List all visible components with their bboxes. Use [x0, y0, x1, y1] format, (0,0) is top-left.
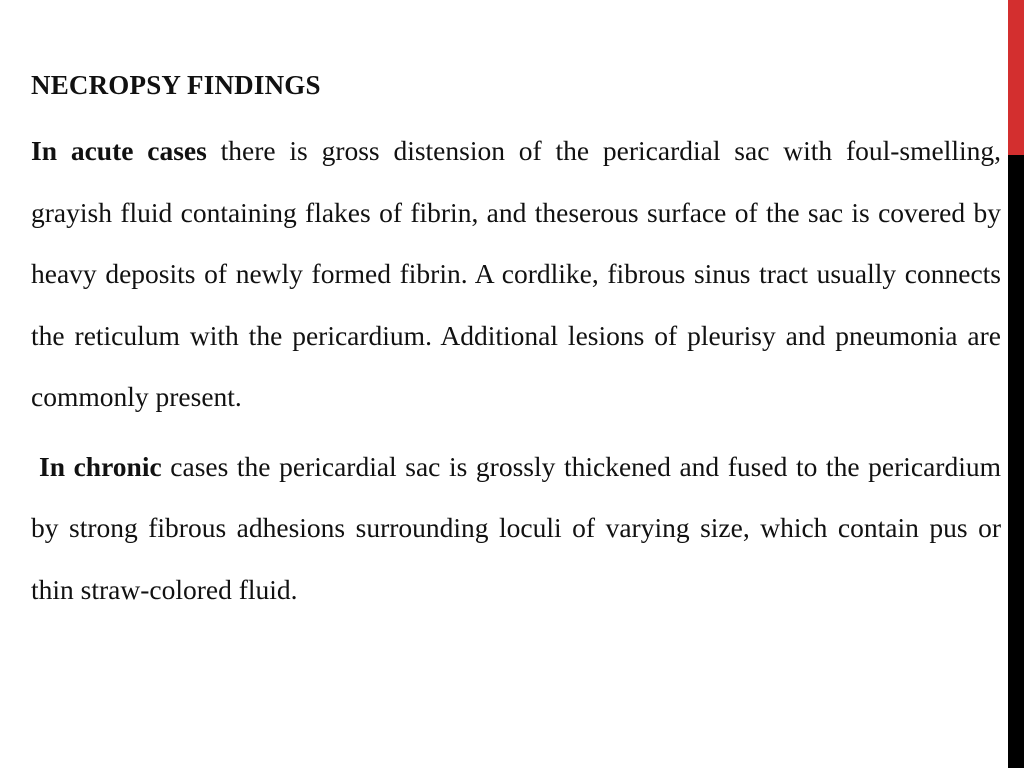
chronic-cases-lead: In chronic [39, 450, 162, 482]
accent-bar-red [1008, 0, 1024, 155]
accent-bar-black [1008, 155, 1024, 768]
chronic-cases-text: cases the pericardial sac is grossly thickened and fused to the pericardium by strong fibrous adhesions surrounding loculi of varying size, which contain pus or thin straw-colored fluid. [31, 450, 1001, 605]
slide-heading: NECROPSY FINDINGS [31, 70, 321, 100]
slide-content [31, 63, 1001, 620]
acute-cases-paragraph [31, 120, 1001, 428]
acute-cases-text: there is gross distension of the pericardial sac with foul-smelling, grayish fluid containing flakes of fibrin, and theserous surface of the sac is covered by heavy deposits of newly formed fibrin. A cordlike, fibrous sinus tract usually connects the reticulum with the pericardium. Additional lesions of pleurisy and pneumonia are commonly present. [31, 135, 1001, 412]
chronic-cases-paragraph [31, 436, 1001, 621]
acute-cases-lead: In acute cases [31, 135, 207, 166]
